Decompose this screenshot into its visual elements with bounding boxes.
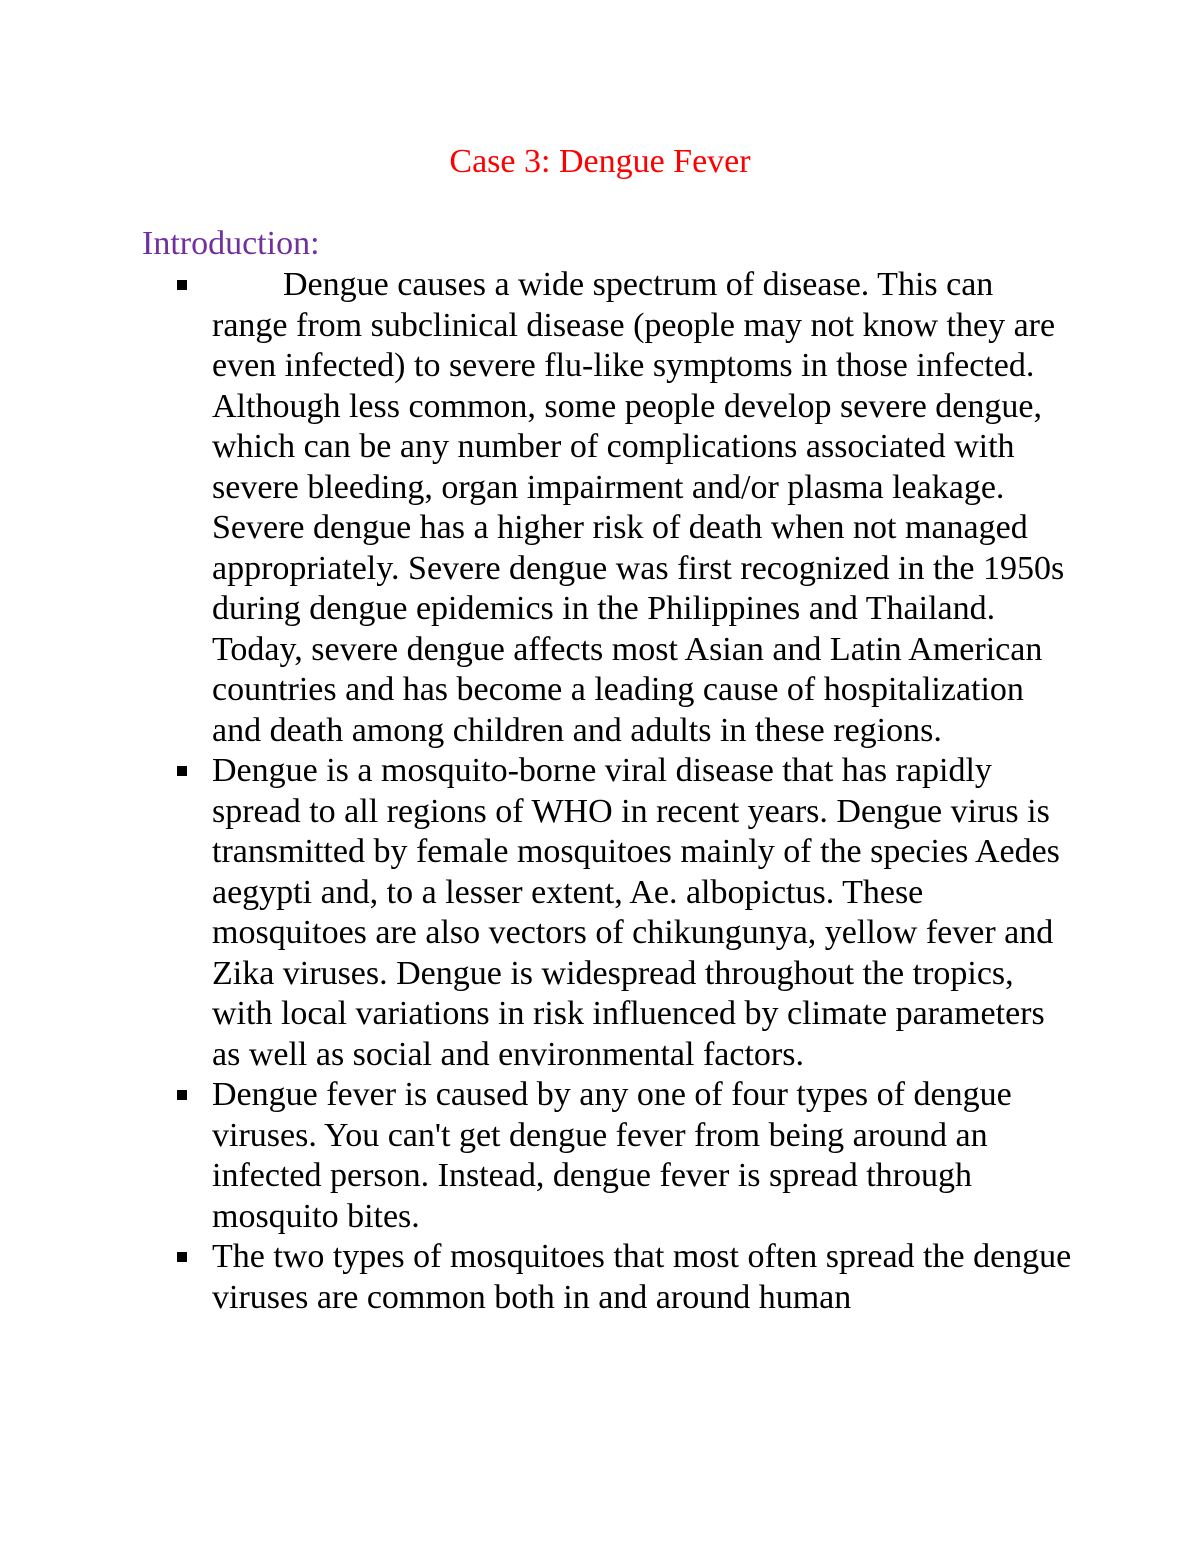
list-item <box>212 265 1072 751</box>
page-title: Case 3: Dengue Fever <box>449 143 751 180</box>
list-item-text: Dengue is a mosquito-borne viral disease that has rapidly spread to all regions of WHO in recent years. Dengue virus is transmitted by female mosquitoes mainly of the species Aedes aegypti and, to a lesser extent, Ae. albopictus. These mosquitoes are also vectors of chikungunya, yellow fever and Zika viruses. Dengue is widespread throughout the tropics, with local variations in risk influenced by climate parameters as well as social and environmental factors. <box>212 752 1060 1073</box>
bullet-list <box>212 265 1072 1318</box>
section-heading-introduction: Introduction: <box>142 225 320 262</box>
list-item <box>212 751 1072 1075</box>
square-bullet-icon <box>177 1252 187 1262</box>
list-item-text: The two types of mosquitoes that most often spread the dengue viruses are common both in and around human <box>212 1238 1072 1316</box>
square-bullet-icon <box>177 1090 187 1100</box>
square-bullet-icon <box>177 280 187 290</box>
list-item-text: Dengue causes a wide spectrum of disease. This can range from subclinical disease (people may not know they are even infected) to severe flu-like symptoms in those infected. Although less common, some people develop severe dengue, which can be any number of complications associated with severe bleeding, organ impairment and/or plasma leakage. Severe dengue has a higher risk of death when not managed appropriately. Severe dengue was first recognized in the 1950s during dengue epidemics in the Philippines and Thailand. Today, severe dengue affects most Asian and Latin American countries and has become a leading cause of hospitalization and death among children and adults in these regions. <box>212 266 1065 749</box>
square-bullet-icon <box>177 766 187 776</box>
list-item <box>212 1075 1072 1237</box>
list-item <box>212 1237 1072 1318</box>
list-item-text: Dengue fever is caused by any one of four types of dengue viruses. You can't get dengue fever from being around an infected person. Instead, dengue fever is spread through mosquito bites. <box>212 1076 1012 1235</box>
